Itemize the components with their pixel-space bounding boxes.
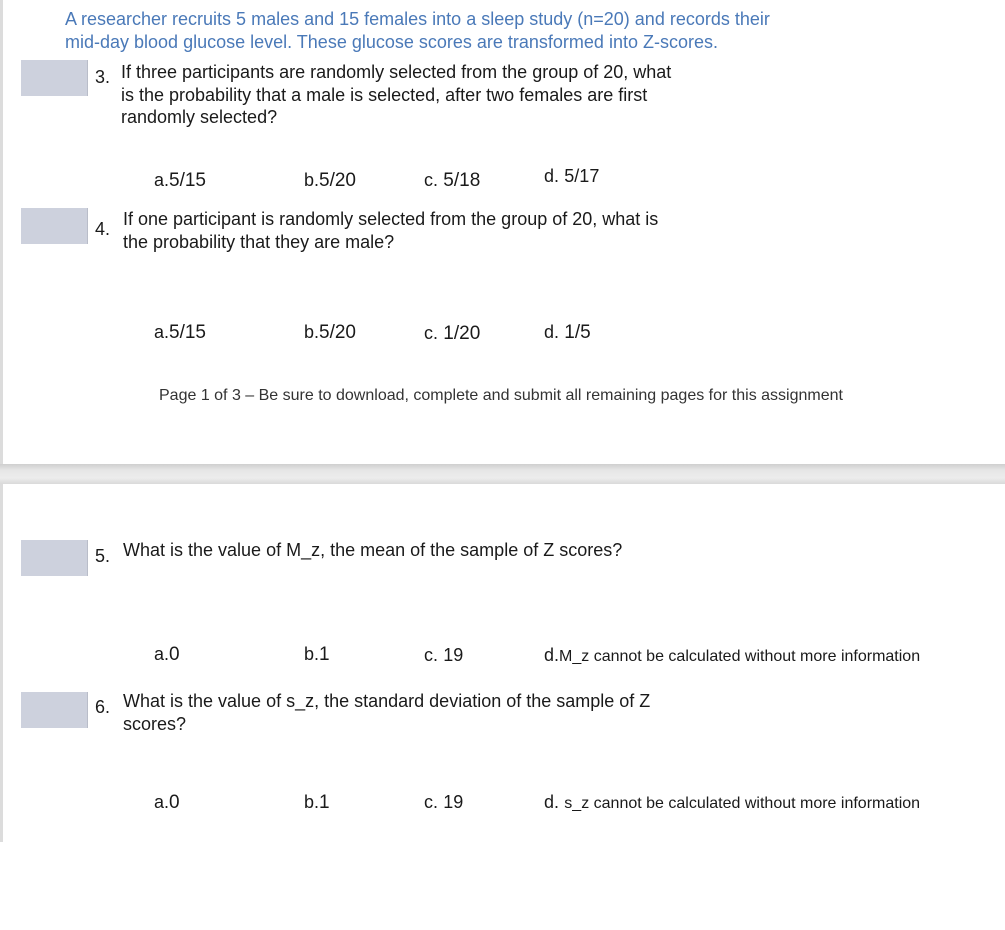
- intro-line-1: A researcher recruits 5 males and 15 females into a sleep study (n=20) and records their: [65, 9, 770, 29]
- q3-option-d[interactable]: d. 5/17: [544, 166, 600, 186]
- q3-option-a[interactable]: a.5/15: [154, 170, 206, 191]
- question-text-6: [123, 690, 650, 735]
- document-page-2: [0, 484, 1005, 842]
- q5-option-c[interactable]: c. 19: [424, 645, 464, 665]
- question-3-line-2: is the probability that a male is selected, after two females are first: [121, 84, 648, 105]
- intro-paragraph: [65, 8, 770, 54]
- answer-box-q5[interactable]: [21, 540, 88, 576]
- q3-option-b[interactable]: b.5/20: [304, 170, 356, 191]
- q4-option-d[interactable]: d. 1/5: [544, 322, 591, 343]
- question-text-4: [123, 208, 658, 253]
- question-number-6: 6.: [95, 697, 111, 717]
- question-3-line-1: If three participants are randomly selected from the group of 20, what: [121, 62, 672, 82]
- question-number-3: 3.: [95, 67, 111, 87]
- question-5-line-1: What is the value of M_z, the mean of the sample of Z scores?: [123, 540, 623, 560]
- question-4-line-1: If one participant is randomly selected from the group of 20, what is: [123, 209, 659, 229]
- q5-option-d[interactable]: d.M_z cannot be calculated without more information: [544, 645, 921, 665]
- question-number-5: 5.: [95, 546, 111, 566]
- q5-option-a[interactable]: a.0: [154, 644, 180, 665]
- question-4-line-2: the probability that they are male?: [123, 231, 395, 252]
- question-text-5: [123, 539, 622, 562]
- q6-option-c[interactable]: c. 19: [424, 792, 464, 812]
- q4-option-c[interactable]: c. 1/20: [424, 323, 481, 344]
- q4-option-a[interactable]: a.5/15: [154, 322, 206, 343]
- answer-box-q3[interactable]: [21, 60, 88, 96]
- question-text-3: [121, 61, 671, 129]
- question-3-line-3: randomly selected?: [121, 107, 278, 127]
- answer-box-q6[interactable]: [21, 692, 88, 728]
- intro-line-2: mid-day blood glucose level. These glucose scores are transformed into Z-scores.: [65, 32, 718, 52]
- question-6-line-1: What is the value of s_z, the standard deviation of the sample of Z: [123, 691, 651, 711]
- question-number-4: 4.: [95, 219, 111, 239]
- answer-box-q4[interactable]: [21, 208, 88, 244]
- q6-option-a[interactable]: a.0: [154, 792, 180, 813]
- q3-option-c[interactable]: c. 5/18: [424, 170, 481, 191]
- page-separator: [0, 464, 1005, 484]
- q6-option-b[interactable]: b.1: [304, 792, 330, 813]
- question-6-line-2: scores?: [123, 713, 187, 734]
- q5-option-b[interactable]: b.1: [304, 644, 330, 665]
- page-footer-note: Page 1 of 3 – Be sure to download, complete and submit all remaining pages for this assignment: [159, 387, 843, 404]
- q4-option-b[interactable]: b.5/20: [304, 322, 356, 343]
- q6-option-d[interactable]: d. s_z cannot be calculated without more information: [544, 792, 921, 812]
- document-page-1: [0, 0, 1005, 464]
